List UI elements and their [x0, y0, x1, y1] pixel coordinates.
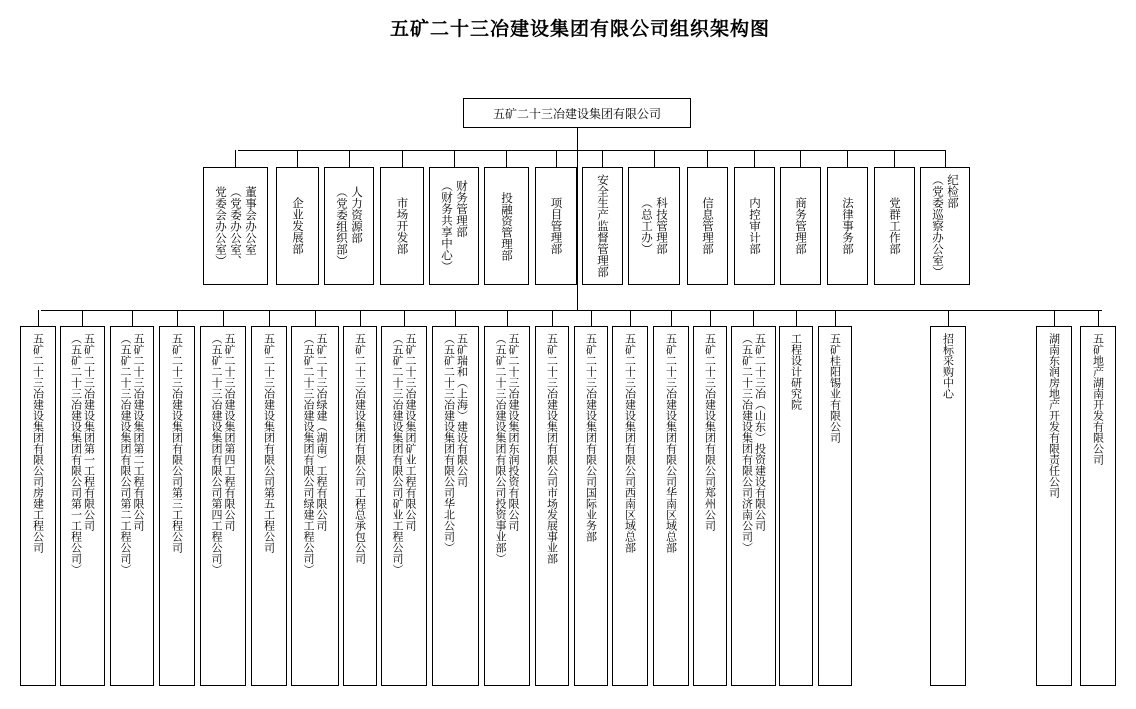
dept-box-market — [380, 167, 424, 285]
dept-connector-line — [506, 150, 507, 167]
dept-label: 商务管理部 — [794, 197, 808, 255]
unit-connector-line — [223, 310, 224, 326]
dept-box-safety — [582, 167, 623, 285]
unit-box-dongrun-invest — [484, 326, 530, 686]
unit-connector-line — [671, 310, 672, 326]
unit-box-green-build — [291, 326, 339, 686]
unit-label: 五矿二十三冶建设集团有限公司房建工程公司 — [31, 333, 45, 553]
unit-box-ruihe — [432, 326, 479, 686]
unit-box-second-eng — [110, 326, 154, 686]
dept-label: 科技管理部 （总工办） — [640, 197, 669, 255]
unit-box-market-dev — [535, 326, 569, 686]
unit-connector-line — [269, 310, 270, 326]
unit-box-international — [574, 326, 608, 686]
unit-label: 五矿二十三冶建设集团有限公司华南区域总部 — [664, 333, 678, 553]
root-company-box: 五矿二十三冶建设集团有限公司 — [463, 98, 691, 128]
page-title: 五矿二十三冶建设集团有限公司组织架构图 — [389, 18, 770, 40]
dept-connector-line — [602, 150, 603, 167]
unit-label: 五矿二十三冶建设集团东润投资有限公司 （五矿二十三冶建设集团有限公司投资事业部） — [494, 333, 520, 564]
unit-label: 湖南东润房地产开发有限责任公司 — [1047, 333, 1061, 498]
dept-label: 人力资源部 （党委组织部） — [335, 185, 364, 267]
dept-connector-line — [297, 150, 298, 167]
unit-label: 五矿二十三冶建设集团第一工程有限公司 （五矿二十三冶建设集团有限公司第一工程公司） — [69, 333, 96, 575]
unit-connector-line — [1098, 310, 1099, 326]
dept-box-hr — [324, 167, 374, 285]
unit-label: 工程设计研究院 — [789, 333, 803, 410]
dept-label: 项目管理部 — [549, 197, 564, 255]
unit-label: 五矿二十三冶建设集团第四工程有限公司 （五矿二十三冶建设集团有限公司第四工程公司） — [210, 333, 236, 575]
dept-connector-line — [235, 150, 236, 167]
unit-box-first-eng — [60, 326, 105, 686]
dept-label: 投融资管理部 — [500, 191, 514, 261]
unit-label: 五矿二十三冶建设集团有限公司工程总承包公司 — [353, 333, 367, 564]
unit-label: 五矿二十三冶绿建（湖南）工程有限公司 （五矿二十三冶建设集团有限公司绿建工程公司） — [302, 333, 328, 575]
unit-label: 五矿二十三冶建设集团有限公司第三工程公司 — [170, 333, 184, 553]
unit-connector-line — [455, 310, 456, 326]
unit-connector-line — [360, 310, 361, 326]
dept-label: 董事会办公室 （党委办公室、 党委会办公室） — [214, 185, 258, 267]
unit-label: 五矿桂阳锡业有限公司 — [828, 333, 842, 443]
unit-box-mining-eng — [381, 326, 427, 686]
dept-box-investment — [484, 167, 529, 285]
dept-connector-line — [800, 150, 801, 167]
unit-label: 五矿瑞和（上海）建设有限公司 （五矿二十三冶建设集团有限公司华北公司） — [442, 333, 469, 553]
unit-label: 五矿二十三冶建设集团第二工程有限公司 （五矿二十三冶建设集团有限公司第二工程公司） — [119, 333, 145, 575]
dept-box-board-office — [203, 167, 268, 285]
unit-label: 五矿二十三冶建设集团有限公司国际业务部 — [584, 333, 598, 542]
dept-label: 安全生产监督管理部 — [596, 174, 610, 278]
dept-label: 信息管理部 — [701, 197, 715, 255]
unit-label: 招标采购中心 — [941, 333, 955, 399]
unit-connector-line — [753, 310, 754, 326]
unit-box-southwest — [612, 326, 648, 686]
unit-connector-line — [82, 310, 83, 326]
unit-connector-line — [948, 310, 949, 326]
dept-connector-line — [847, 150, 848, 167]
dept-connector-line — [654, 150, 655, 167]
unit-label: 五矿二十三冶建设集团有限公司西南区域总部 — [623, 333, 637, 553]
unit-bus-line — [41, 310, 1102, 311]
dept-connector-line — [454, 150, 455, 167]
dept-connector-line — [945, 150, 946, 167]
dept-connector-line — [402, 150, 403, 167]
unit-box-fourth-eng — [200, 326, 246, 686]
unit-connector-line — [710, 310, 711, 326]
unit-box-third-eng — [159, 326, 195, 686]
unit-box-south-china — [653, 326, 689, 686]
unit-connector-line — [132, 310, 133, 326]
dept-label: 党群工作部 — [888, 197, 902, 255]
unit-label: 五矿二十三冶建设集团有限公司第五工程公司 — [262, 333, 276, 553]
unit-label: 五矿地产湖南开发有限公司 — [1091, 333, 1105, 465]
unit-connector-line — [835, 310, 836, 326]
unit-connector-line — [630, 310, 631, 326]
dept-bus-line — [238, 150, 946, 151]
unit-box-procurement — [930, 326, 966, 686]
dept-box-finance — [429, 167, 479, 285]
dept-box-legal — [827, 167, 868, 285]
dept-box-audit — [734, 167, 775, 285]
unit-label: 五矿二十三冶建设集团有限公司郑州公司 — [703, 333, 717, 531]
unit-box-design-institute — [779, 326, 813, 686]
dept-box-commerce — [780, 167, 821, 285]
unit-box-guiyang-tin — [818, 326, 852, 686]
dept-label: 市场开发部 — [395, 197, 410, 255]
dept-label: 财务管理部 （财务共享中心） — [440, 180, 469, 272]
unit-box-hunan-dev — [1080, 326, 1116, 686]
unit-connector-line — [552, 310, 553, 326]
dept-box-technology — [628, 167, 680, 285]
dept-connector-line — [707, 150, 708, 167]
dept-label: 企业发展部 — [291, 197, 305, 255]
dept-connector-line — [754, 150, 755, 167]
unit-connector-line — [404, 310, 405, 326]
dept-connector-line — [894, 150, 895, 167]
unit-connector-line — [796, 310, 797, 326]
dept-box-project — [535, 167, 577, 285]
dept-label: 纪检部 （党委巡察办公室） — [931, 174, 960, 278]
dept-connector-line — [556, 150, 557, 167]
unit-box-epc — [343, 326, 377, 686]
unit-connector-line — [507, 310, 508, 326]
dept-label: 内控审计部 — [748, 197, 762, 255]
unit-connector-line — [315, 310, 316, 326]
root-trunk-line — [577, 128, 578, 310]
dept-box-information — [687, 167, 728, 285]
unit-box-dongrun-realestate — [1036, 326, 1072, 686]
unit-box-fifth-eng — [251, 326, 287, 686]
unit-connector-line — [1054, 310, 1055, 326]
dept-box-discipline — [920, 167, 970, 285]
unit-label: 五矿二十三冶建设集团有限公司市场发展事业部 — [545, 333, 559, 564]
unit-box-shandong — [731, 326, 776, 686]
unit-connector-line — [38, 310, 39, 326]
unit-box-housing — [20, 326, 56, 686]
unit-box-zhengzhou — [693, 326, 727, 686]
dept-box-party — [874, 167, 915, 285]
dept-connector-line — [349, 150, 350, 167]
dept-box-enterprise-dev — [276, 167, 319, 285]
unit-connector-line — [177, 310, 178, 326]
unit-label: 五矿二十三冶建设集团矿业工程有限公司 （五矿二十三冶建设集团有限公司矿业工程公司） — [391, 333, 417, 575]
dept-label: 法律事务部 — [841, 197, 855, 255]
unit-connector-line — [591, 310, 592, 326]
unit-label: 五矿二十三冶（山东）投资建设有限公司 （五矿二十三冶建设集团有限公司济南公司） — [740, 333, 767, 553]
